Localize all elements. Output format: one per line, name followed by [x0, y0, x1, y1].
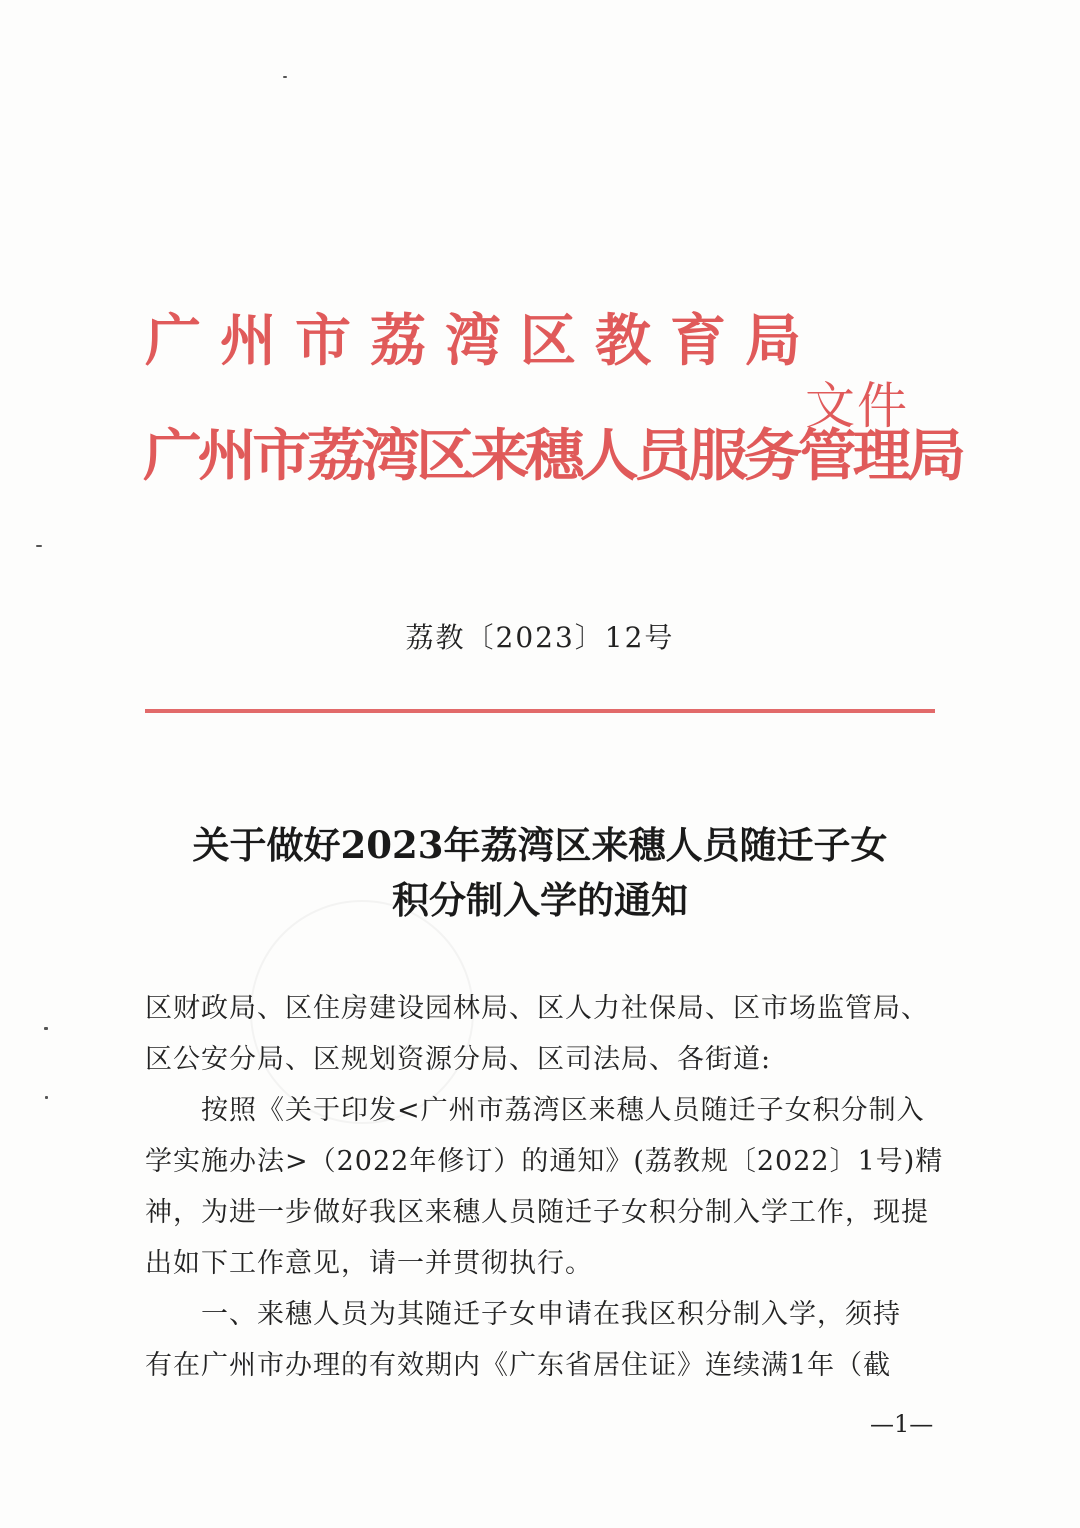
header-separator-rule: [145, 709, 935, 713]
body-paragraph-2-line-2: 有在广州市办理的有效期内《广东省居住证》连续满1年（截: [145, 1350, 892, 1381]
scan-speck: [44, 1027, 48, 1030]
scan-speck: [45, 1096, 48, 1099]
body-paragraph-1-line-4: 出如下工作意见，请一并贯彻执行。: [145, 1248, 593, 1279]
scan-speck: [283, 76, 287, 78]
body-paragraph-1-line-1: 按照《关于印发<广州市荔湾区来穗人员随迁子女积分制入: [145, 1095, 925, 1126]
issuer-line-education-bureau: 广州市荔湾区教育局: [145, 308, 820, 374]
body-paragraph-1-line-3: 神，为进一步做好我区来穗人员随迁子女积分制入学工作，现提: [145, 1197, 929, 1228]
issuer-line-migrant-bureau: 广州市荔湾区来穗人员服务管理局: [143, 423, 962, 489]
document-type-label: 文件: [805, 377, 909, 435]
recipients-line-2: 区公安分局、区规划资源分局、区司法局、各街道:: [145, 1044, 772, 1075]
scan-speck: [36, 545, 42, 547]
document-title-line-2: 积分制入学的通知: [392, 878, 688, 922]
recipients-line-1: 区财政局、区住房建设园林局、区人力社保局、区市场监管局、: [145, 993, 929, 1024]
document-number: 荔教〔2023〕12号: [405, 621, 675, 654]
body-paragraph-1-line-2: 学实施办法>（2022年修订）的通知》(荔教规〔2022〕1号)精: [145, 1146, 944, 1177]
body-paragraph-2-line-1: 一、来穗人员为其随迁子女申请在我区积分制入学，须持: [145, 1299, 901, 1330]
document-title-line-1: 关于做好2023年荔湾区来穗人员随迁子女: [192, 823, 888, 867]
page-number: —1—: [870, 1410, 934, 1438]
